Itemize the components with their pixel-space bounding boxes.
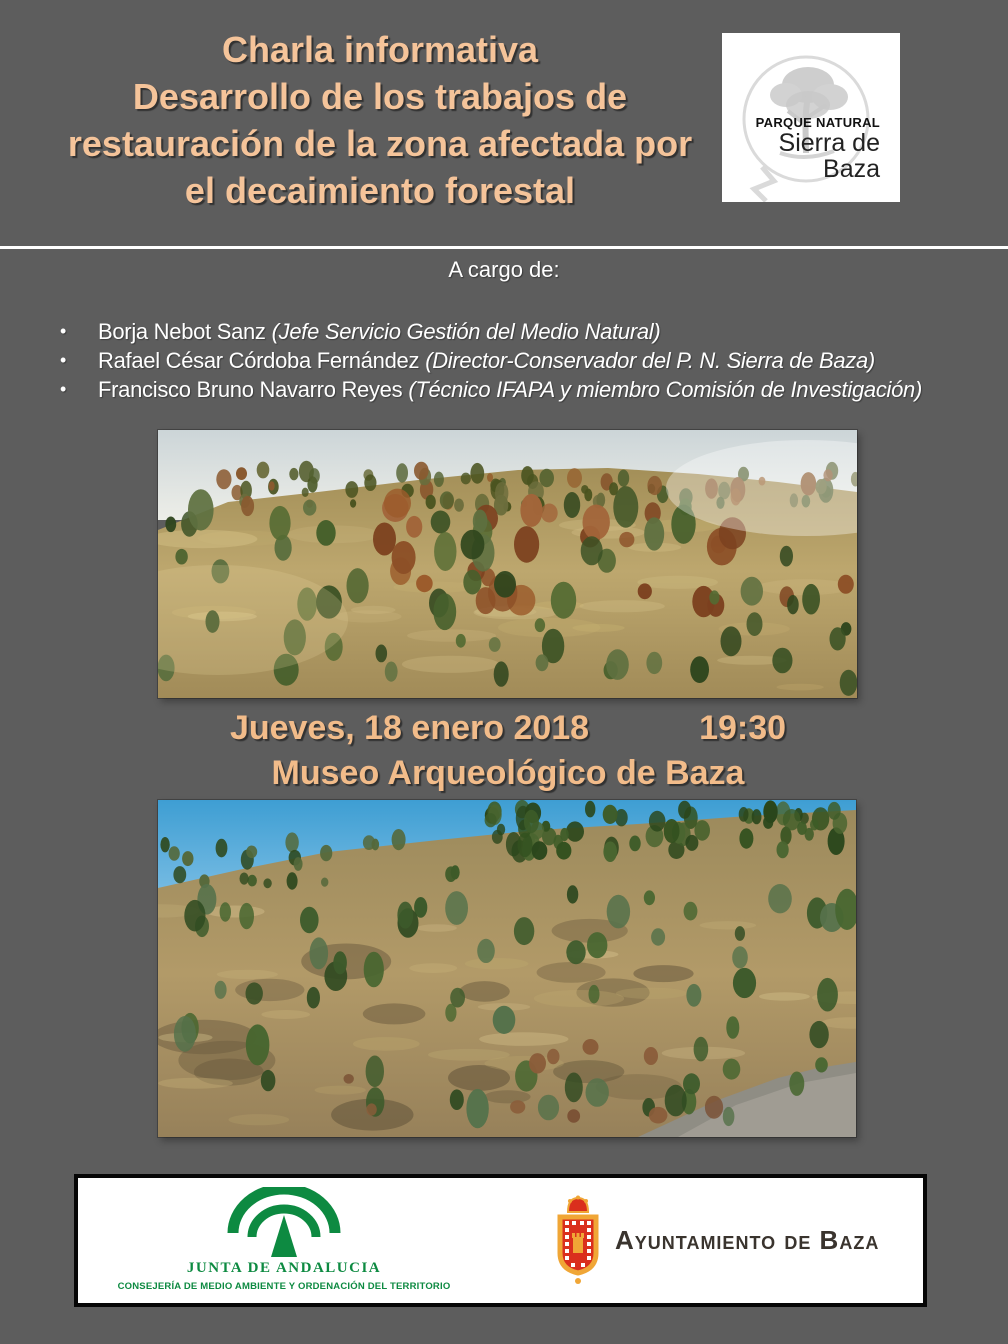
event-time: 19:30	[699, 709, 787, 747]
photo-forest-decay-image	[158, 430, 857, 698]
photo-restored-hillside	[158, 800, 856, 1137]
speaker-item-3	[54, 375, 1004, 404]
speaker-item-1	[54, 317, 1004, 346]
event-details	[158, 706, 858, 796]
baza-coat-of-arms-icon	[556, 1195, 600, 1287]
event-venue: Museo Arqueológico de Baza	[271, 754, 745, 792]
park-logo-label-bottom: Baza	[823, 155, 880, 183]
speaker-role: (Director-Conservador del P. N. Sierra de Baza)	[425, 348, 875, 373]
footer-logo-box	[74, 1174, 927, 1307]
ayuntamiento-de-baza-block	[556, 1178, 879, 1303]
title-line-1: Charla informativa	[221, 29, 539, 70]
park-natural-sierra-de-baza-logo	[722, 33, 900, 202]
speaker-role: (Jefe Servicio Gestión del Medio Natural)	[271, 319, 661, 344]
speaker-name: Rafael César Córdoba Fernández	[98, 348, 420, 373]
ayuntamiento-name: Ayuntamiento de Baza	[615, 1225, 880, 1255]
poster-title	[20, 26, 740, 214]
speaker-item-2	[54, 346, 1004, 375]
title-line-2: Desarrollo de los trabajos de	[132, 76, 628, 117]
speaker-name: Borja Nebot Sanz	[98, 319, 266, 344]
photo-restored-hillside-image	[158, 800, 856, 1137]
event-date-time	[158, 706, 858, 751]
photo-forest-decay	[158, 430, 857, 698]
park-logo-label-top: PARQUE NATURAL	[755, 115, 880, 130]
junta-department: CONSEJERÍA DE MEDIO AMBIENTE Y ORDENACIÓN DEL TERRITORIO	[117, 1281, 451, 1292]
park-logo-text	[756, 115, 880, 182]
junta-de-andalucia-block	[94, 1187, 474, 1292]
junta-de-andalucia-logo-icon	[227, 1187, 341, 1257]
speaker-name: Francisco Bruno Navarro Reyes	[98, 377, 403, 402]
junta-name: JUNTA DE ANDALUCIA	[186, 1260, 382, 1276]
section-heading: A cargo de:	[448, 257, 560, 282]
speaker-role: (Técnico IFAPA y miembro Comisión de Investigación)	[408, 377, 923, 402]
event-date: Jueves, 18 enero 2018	[229, 709, 590, 747]
title-line-4: el decaimiento forestal	[184, 170, 576, 211]
speaker-list	[54, 317, 1004, 404]
title-line-3: restauración de la zona afectada por	[67, 123, 693, 164]
separator-line	[0, 246, 1008, 249]
park-logo-label-mid: Sierra de	[778, 129, 880, 157]
